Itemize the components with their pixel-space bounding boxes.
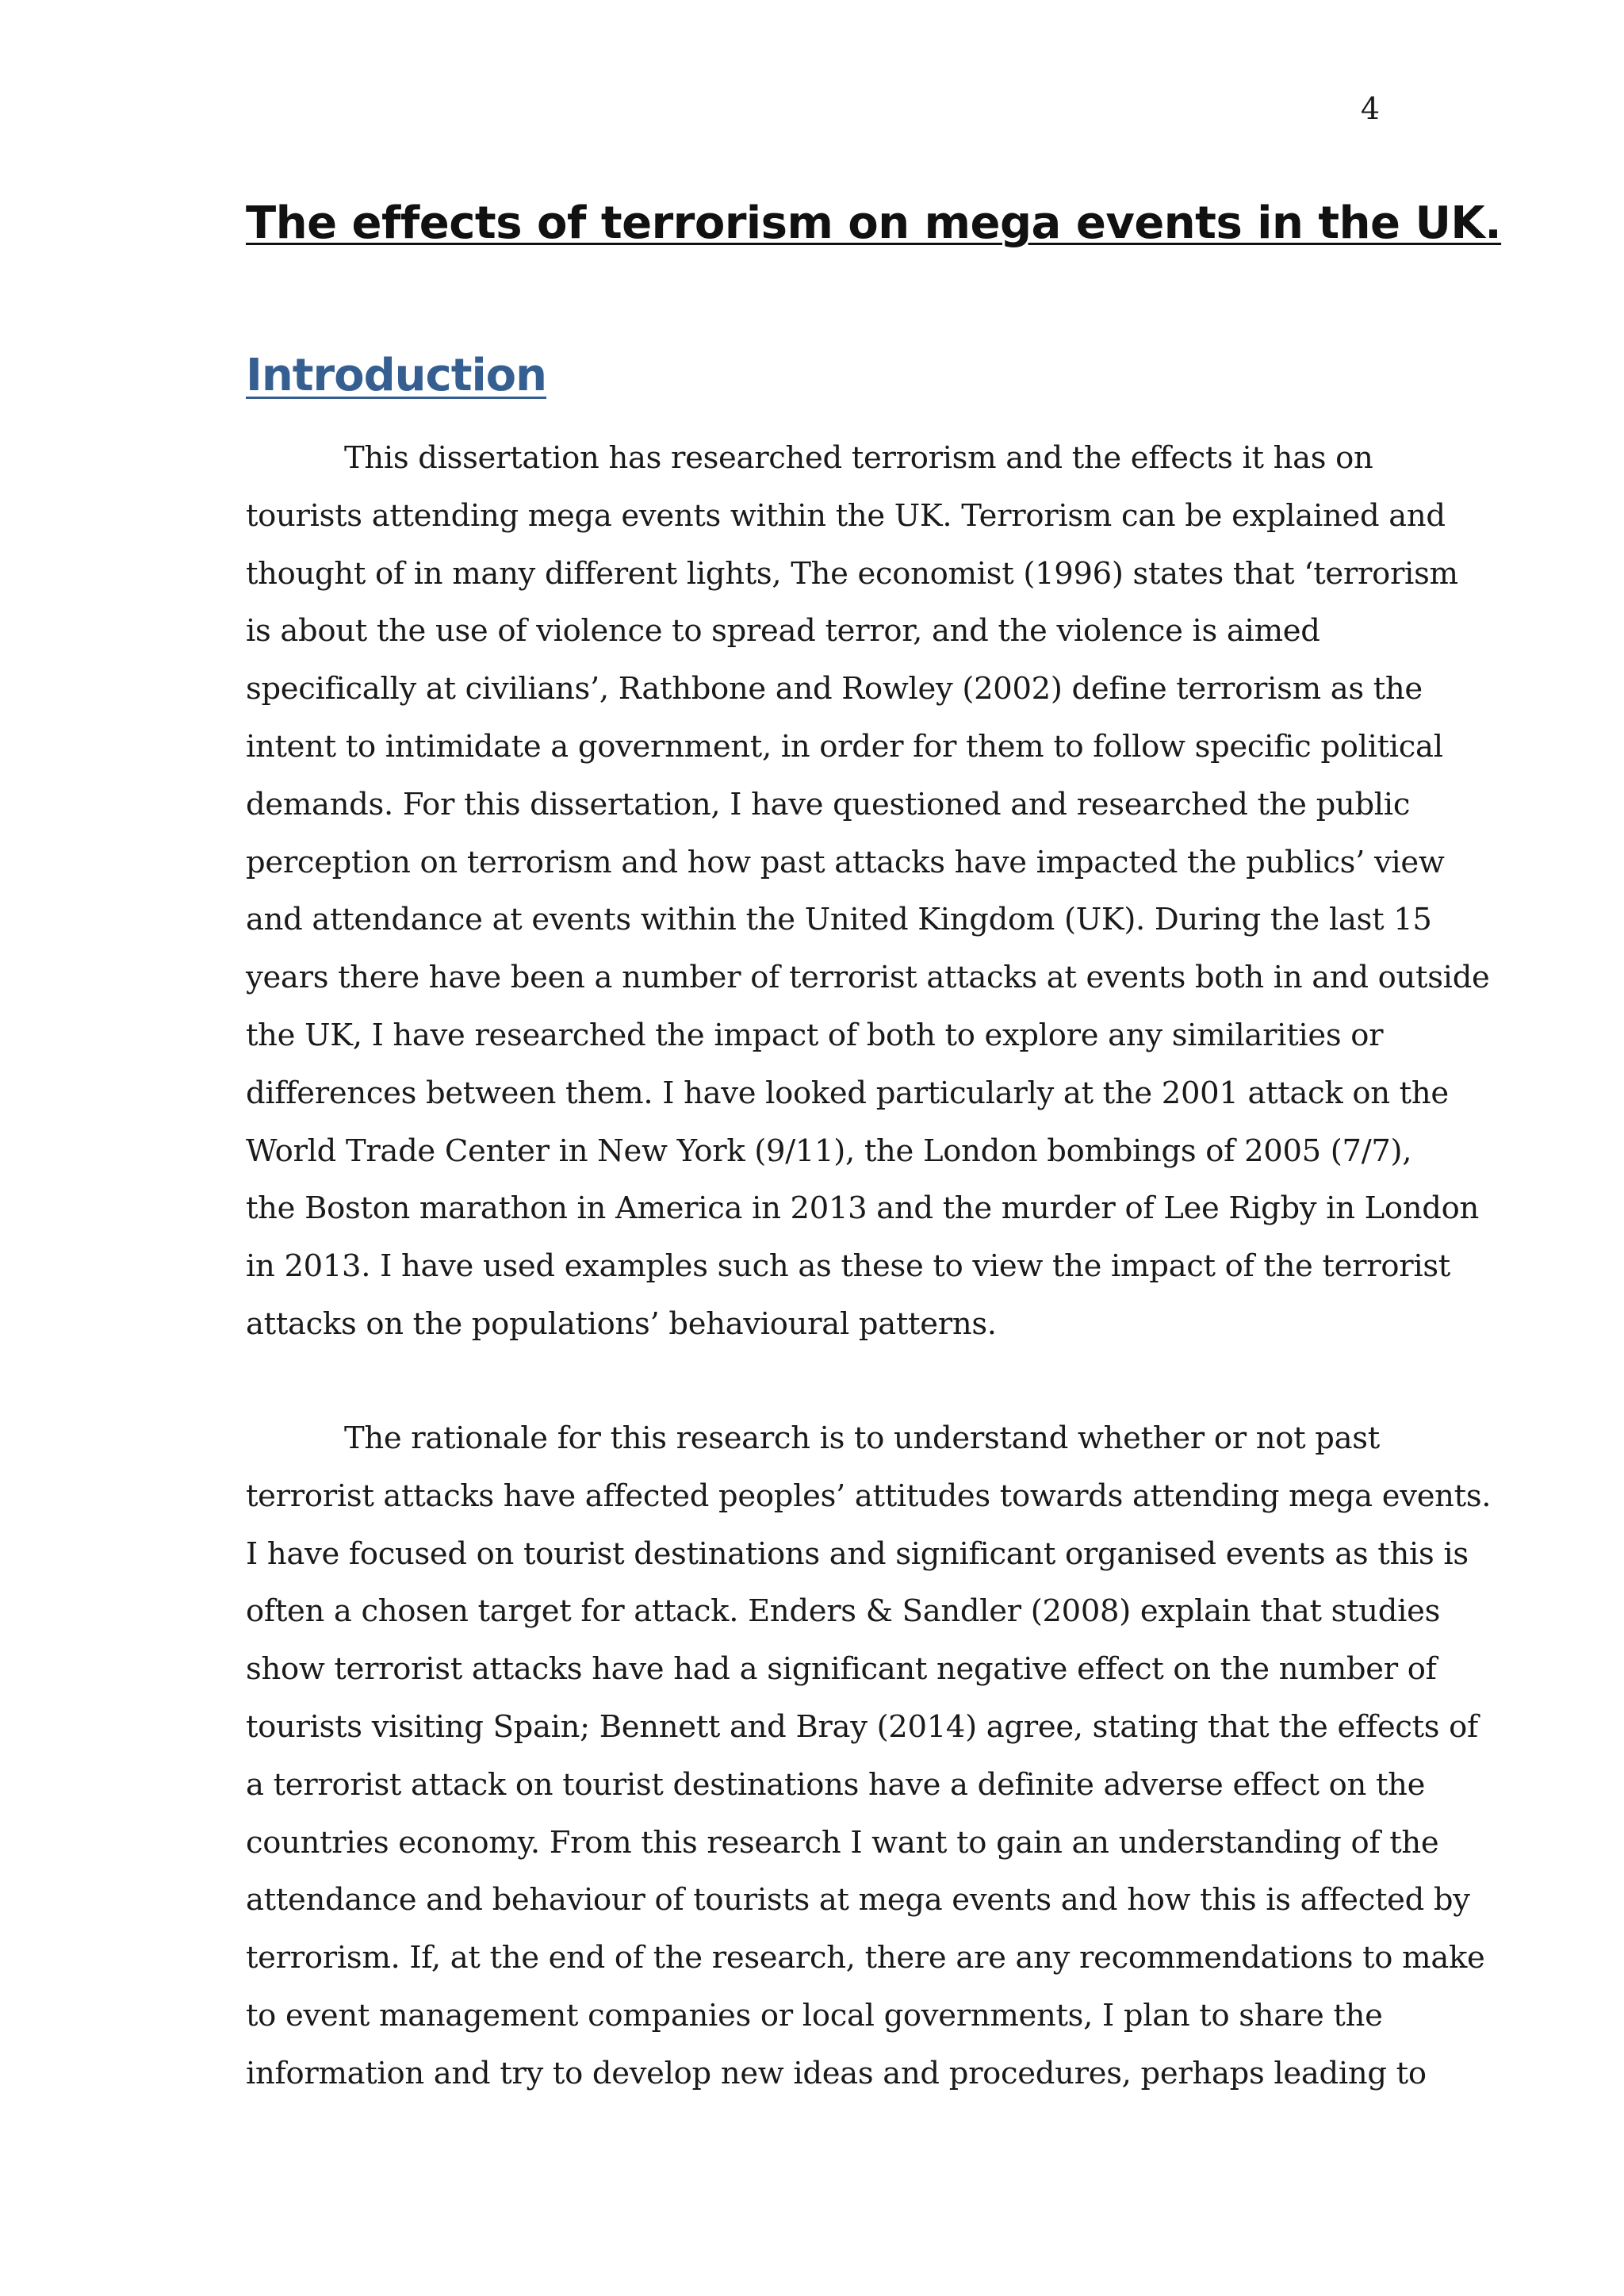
text-line: attacks on the populations’ behavioural patterns.	[246, 1305, 997, 1342]
text-line: information and try to develop new ideas and procedures, perhaps leading to	[246, 2055, 1427, 2091]
text-line: attendance and behaviour of tourists at mega events and how this is affected by	[246, 1882, 1470, 1918]
text-line: demands. For this dissertation, I have questioned and researched the public	[246, 786, 1411, 822]
text-line: a terrorist attack on tourist destinations have a definite adverse effect on the	[246, 1766, 1426, 1803]
text-line: thought of in many different lights, The economist (1996) states that ‘terrorism	[246, 555, 1458, 592]
text-line: to event management companies or local governments, I plan to share the	[246, 1997, 1383, 2033]
text-line: The rationale for this research is to understand whether or not past	[344, 1420, 1380, 1456]
text-line: show terrorist attacks have had a significant negative effect on the number of	[246, 1651, 1437, 1688]
text-line: differences between them. I have looked particularly at the 2001 attack on the	[246, 1075, 1449, 1111]
text-line: tourists visiting Spain; Bennett and Bray (2014) agree, stating that the effects of	[246, 1708, 1478, 1745]
text-line: This dissertation has researched terrorism and the effects it has on	[344, 440, 1373, 476]
paragraph-1	[246, 430, 1490, 1354]
text-line: tourists attending mega events within the UK. Terrorism can be explained and	[246, 497, 1446, 534]
paragraph-2	[246, 1410, 1492, 2103]
text-line: specifically at civilians’, Rathbone and Rowley (2002) define terrorism as the	[246, 671, 1423, 707]
text-line: intent to intimidate a government, in order for them to follow specific political	[246, 728, 1443, 765]
page-number: 4	[1360, 91, 1380, 126]
text-line: years there have been a number of terrorist attacks at events both in and outside	[246, 960, 1490, 996]
text-line: terrorist attacks have affected peoples’ attitudes towards attending mega events.	[246, 1478, 1492, 1514]
text-line: the Boston marathon in America in 2013 and the murder of Lee Rigby in London	[246, 1190, 1480, 1227]
text-line: countries economy. From this research I want to gain an understanding of the	[246, 1824, 1439, 1861]
text-line: I have focused on tourist destinations and significant organised events as this is	[246, 1535, 1469, 1572]
section-heading-introduction: Introduction	[246, 350, 547, 401]
text-line: often a chosen target for attack. Enders & Sandler (2008) explain that studies	[246, 1593, 1441, 1630]
text-line: and attendance at events within the United Kingdom (UK). During the last 15	[246, 902, 1432, 938]
text-line: perception on terrorism and how past attacks have impacted the publics’ view	[246, 844, 1445, 880]
document-title: The effects of terrorism on mega events in the UK.	[246, 197, 1502, 249]
text-line: terrorism. If, at the end of the research, there are any recommendations to make	[246, 1940, 1485, 1976]
text-line: the UK, I have researched the impact of both to explore any similarities or	[246, 1017, 1384, 1053]
text-line: is about the use of violence to spread terror, and the violence is aimed	[246, 613, 1320, 650]
text-line: in 2013. I have used examples such as these to view the impact of the terrorist	[246, 1248, 1450, 1285]
text-line: World Trade Center in New York (9/11), the London bombings of 2005 (7/7),	[246, 1133, 1412, 1169]
